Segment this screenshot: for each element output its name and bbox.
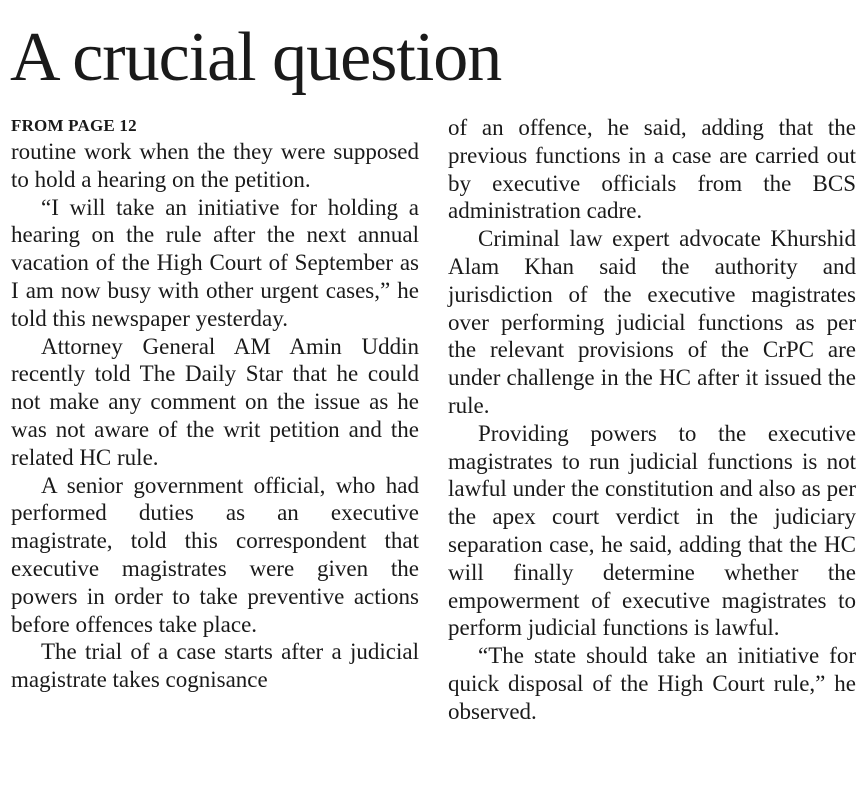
paragraph: “I will take an initiative for holding a hearing on the rule after the next annual vacation of the High Court of September as I am now busy with other urgent cases,” he told this newspaper yesterday. <box>11 194 419 331</box>
paragraph: The trial of a case starts after a judicial magistrate takes cognisance <box>11 639 419 693</box>
paragraph-continuation: routine work when the they were supposed to hold a hearing on the petition. <box>11 139 419 192</box>
paragraph: A senior government official, who had performed duties as an executive magistrate, told this correspondent that executive magistrates were given the powers in order to take preventive actions before offences take place. <box>11 472 419 637</box>
paragraph: Providing powers to the executive magistrates to run judicial functions is not lawful under the constitution and also as per the apex court verdict in the judiciary separation case, he said, adding that the HC will finally determine whether the empowerment of executive magistrates to perform judicial functions is lawful. <box>448 420 856 641</box>
jump-label: FROM PAGE 12 <box>11 116 137 135</box>
paragraph-continuation: of an offence, he said, adding that the previous functions in a case are carried out by executive officials from the BCS administration cadre. <box>448 115 856 224</box>
left-column <box>11 114 419 694</box>
paragraph: Criminal law expert advocate Khurshid Alam Khan said the authority and jurisdiction of the executive magistrates over performing judicial functions as per the relevant provisions of the CrPC are under challenge in the HC after it issued the rule. <box>448 226 856 418</box>
right-column <box>448 114 856 726</box>
paragraph: “The state should take an initiative for quick disposal of the High Court rule,” he observed. <box>448 643 856 724</box>
headline: A crucial question <box>10 19 502 96</box>
paragraph: Attorney General AM Amin Uddin recently told The Daily Star that he could not make any comment on the issue as he was not aware of the writ petition and the related HC rule. <box>11 333 419 470</box>
